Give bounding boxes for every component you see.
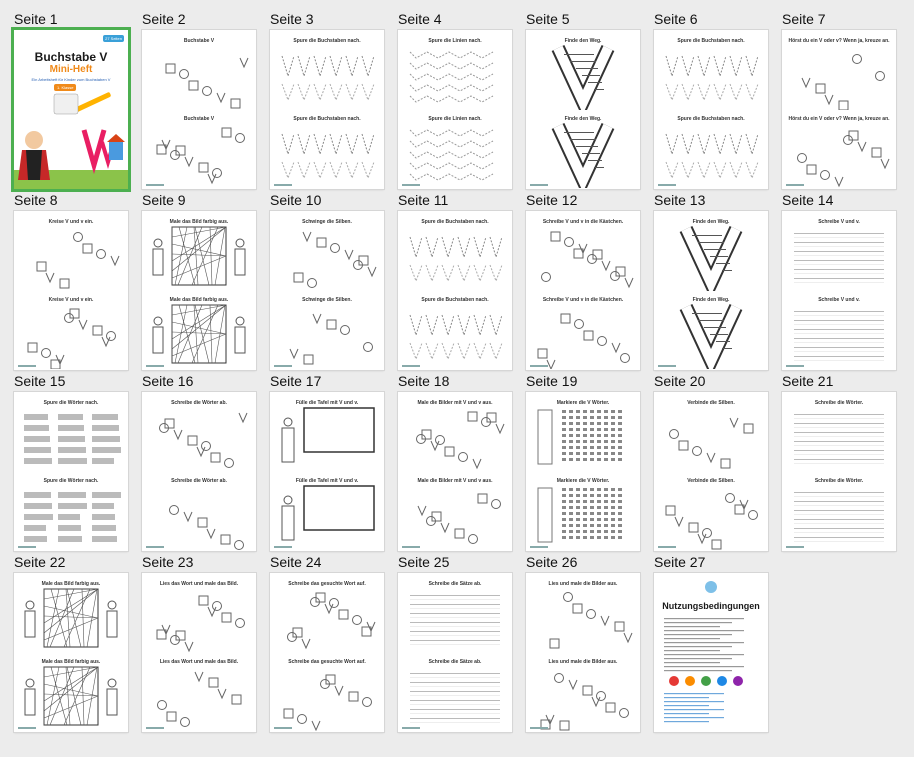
worksheet-half xyxy=(142,472,256,550)
terms-text-preview xyxy=(654,573,768,732)
worksheet-title: Markiere die V Wörter. xyxy=(556,400,610,406)
page-preview[interactable] xyxy=(654,392,768,551)
footer-logo xyxy=(786,365,804,367)
worksheet-title: Spure die Linien nach. xyxy=(428,38,482,44)
worksheet-title: Lies und male die Bilder aus. xyxy=(548,581,618,587)
footer-logo xyxy=(658,546,676,548)
worksheet-preview xyxy=(14,291,128,369)
page-thumbnail[interactable] xyxy=(142,10,256,189)
footer-logo xyxy=(146,184,164,186)
worksheet-preview xyxy=(526,653,640,731)
worksheet-preview xyxy=(398,653,512,731)
worksheet-title: Schwinge die Silben. xyxy=(302,297,352,303)
worksheet-half xyxy=(398,575,512,653)
worksheet-half xyxy=(782,472,896,550)
footer-logo xyxy=(274,546,292,548)
worksheet-title: Spure die Buchstaben nach. xyxy=(293,38,361,44)
page-label: Seite 1 xyxy=(14,11,58,27)
worksheet-preview xyxy=(14,394,128,472)
worksheet-title: Finde den Weg. xyxy=(692,297,730,303)
worksheet-preview xyxy=(654,394,768,472)
page-preview[interactable] xyxy=(270,211,384,370)
worksheet-title: Finde den Weg. xyxy=(564,116,602,122)
footer-logo xyxy=(18,546,36,548)
worksheet-half xyxy=(398,394,512,472)
worksheet-half xyxy=(526,32,640,110)
worksheet-half xyxy=(526,472,640,550)
footer-logo xyxy=(402,184,420,186)
page-preview[interactable] xyxy=(398,30,512,189)
footer-logo xyxy=(530,365,548,367)
worksheet-half xyxy=(398,291,512,369)
footer-logo xyxy=(18,727,36,729)
page-label: Seite 22 xyxy=(14,554,66,570)
footer-logo xyxy=(146,727,164,729)
worksheet-preview xyxy=(14,472,128,550)
worksheet-preview xyxy=(142,394,256,472)
worksheet-title: Schreibe das gesuchte Wort auf. xyxy=(288,659,366,665)
page-thumbnail[interactable] xyxy=(654,553,768,732)
worksheet-half xyxy=(270,575,384,653)
page-label: Seite 21 xyxy=(782,373,834,389)
footer-logo xyxy=(146,546,164,548)
worksheet-preview xyxy=(398,575,512,653)
worksheet-preview xyxy=(782,291,896,369)
worksheet-preview xyxy=(270,472,384,550)
page-thumbnail[interactable] xyxy=(14,372,128,551)
worksheet-half xyxy=(270,394,384,472)
worksheet-half xyxy=(398,213,512,291)
page-thumbnail[interactable] xyxy=(142,191,256,370)
page-preview[interactable] xyxy=(398,573,512,732)
page-label: Seite 14 xyxy=(782,192,834,208)
worksheet-half xyxy=(270,653,384,731)
worksheet-preview xyxy=(526,213,640,291)
worksheet-preview xyxy=(142,32,256,110)
worksheet-preview xyxy=(142,472,256,550)
worksheet-half xyxy=(14,291,128,369)
worksheet-preview xyxy=(142,575,256,653)
page-label: Seite 16 xyxy=(142,373,194,389)
page-preview[interactable] xyxy=(142,30,256,189)
page-label: Seite 17 xyxy=(270,373,322,389)
worksheet-half xyxy=(270,472,384,550)
footer-logo xyxy=(274,727,292,729)
page-thumbnail[interactable] xyxy=(526,553,640,732)
worksheet-preview xyxy=(142,291,256,369)
worksheet-preview xyxy=(782,472,896,550)
worksheet-preview xyxy=(142,110,256,188)
worksheet-half xyxy=(526,213,640,291)
page-thumbnail[interactable] xyxy=(654,372,768,551)
page-preview[interactable] xyxy=(654,211,768,370)
worksheet-title: Schreibe die Wörter ab. xyxy=(171,400,227,406)
page-preview[interactable] xyxy=(782,211,896,370)
page-preview[interactable] xyxy=(142,573,256,732)
page-preview[interactable] xyxy=(398,211,512,370)
page-preview[interactable] xyxy=(526,30,640,189)
worksheet-half xyxy=(270,213,384,291)
page-label: Seite 13 xyxy=(654,192,706,208)
worksheet-title: Spure die Wörter nach. xyxy=(43,478,99,484)
worksheet-title: Male die Bilder mit V und v aus. xyxy=(417,400,493,406)
worksheet-half xyxy=(526,653,640,731)
page-preview[interactable] xyxy=(398,392,512,551)
page-label: Seite 25 xyxy=(398,554,450,570)
cover-title: Buchstabe V xyxy=(34,50,108,64)
worksheet-preview xyxy=(398,110,512,188)
cover-illustration xyxy=(14,30,128,189)
worksheet-preview xyxy=(14,575,128,653)
worksheet-title: Verbinde die Silben. xyxy=(687,478,735,484)
page-label: Seite 26 xyxy=(526,554,578,570)
page-label: Seite 23 xyxy=(142,554,194,570)
page-thumbnail[interactable] xyxy=(654,10,768,189)
worksheet-preview xyxy=(526,575,640,653)
worksheet-title: Schreibe V und v. xyxy=(818,297,860,303)
worksheet-half xyxy=(654,472,768,550)
worksheet-preview xyxy=(270,575,384,653)
worksheet-title: Finde den Weg. xyxy=(564,38,602,44)
page-thumbnail[interactable] xyxy=(526,372,640,551)
page-thumbnail[interactable] xyxy=(14,553,128,732)
worksheet-half xyxy=(14,394,128,472)
worksheet-preview xyxy=(270,291,384,369)
page-preview[interactable] xyxy=(14,573,128,732)
worksheet-half xyxy=(526,575,640,653)
worksheet-half xyxy=(526,291,640,369)
worksheet-title: Male das Bild farbig aus. xyxy=(169,297,229,303)
worksheet-preview xyxy=(398,213,512,291)
worksheet-title: Verbinde die Silben. xyxy=(687,400,735,406)
worksheet-half xyxy=(654,110,768,188)
worksheet-preview xyxy=(270,394,384,472)
page-label: Seite 5 xyxy=(526,11,570,27)
worksheet-preview xyxy=(398,394,512,472)
worksheet-half xyxy=(142,110,256,188)
worksheet-preview xyxy=(526,110,640,188)
page-label: Seite 4 xyxy=(398,11,442,27)
worksheet-title: Buchstabe V xyxy=(183,116,215,122)
worksheet-half xyxy=(654,394,768,472)
page-label: Seite 11 xyxy=(398,192,449,208)
worksheet-half xyxy=(526,110,640,188)
page-thumbnail[interactable] xyxy=(782,10,896,189)
page-label: Seite 12 xyxy=(526,192,578,208)
footer-logo xyxy=(786,546,804,548)
worksheet-preview xyxy=(142,213,256,291)
worksheet-half xyxy=(398,472,512,550)
page-thumbnail[interactable] xyxy=(398,10,512,189)
worksheet-half xyxy=(398,32,512,110)
page-thumbnail[interactable] xyxy=(142,372,256,551)
worksheet-title: Schreibe das gesuchte Wort auf. xyxy=(288,581,366,587)
footer-logo xyxy=(530,184,548,186)
page-label: Seite 3 xyxy=(270,11,314,27)
worksheet-half xyxy=(782,394,896,472)
worksheet-title: Spure die Buchstaben nach. xyxy=(677,38,745,44)
page-label: Seite 20 xyxy=(654,373,706,389)
worksheet-half xyxy=(654,32,768,110)
cover-subtitle: Mini-Heft xyxy=(49,64,93,75)
page-preview[interactable] xyxy=(142,211,256,370)
worksheet-preview xyxy=(270,213,384,291)
worksheet-title: Male das Bild farbig aus. xyxy=(169,219,229,225)
worksheet-half xyxy=(270,291,384,369)
page-thumbnail[interactable] xyxy=(398,553,512,732)
worksheet-half xyxy=(782,110,896,188)
worksheet-title: Hörst du ein V oder v? Wenn ja, kreuze an. xyxy=(788,116,890,122)
worksheet-title: Male die Bilder mit V und v aus. xyxy=(417,478,493,484)
worksheet-half xyxy=(142,32,256,110)
worksheet-preview xyxy=(654,110,768,188)
page-thumbnail[interactable] xyxy=(14,191,128,370)
page-label: Seite 9 xyxy=(142,192,186,208)
worksheet-preview xyxy=(782,394,896,472)
worksheet-title: Schreibe die Wörter. xyxy=(814,400,864,406)
page-thumbnail[interactable] xyxy=(14,10,128,189)
worksheet-half xyxy=(654,291,768,369)
page-label: Seite 6 xyxy=(654,11,698,27)
worksheet-half xyxy=(782,213,896,291)
worksheet-preview xyxy=(270,653,384,731)
worksheet-title: Finde den Weg. xyxy=(692,219,730,225)
worksheet-title: Kreise V und v ein. xyxy=(48,219,94,225)
page-preview[interactable] xyxy=(526,392,640,551)
page-preview[interactable] xyxy=(270,392,384,551)
worksheet-preview xyxy=(782,110,896,188)
worksheet-title: Lies das Wort und male das Bild. xyxy=(159,659,239,665)
cover-description: Ein Arbeitsheft für Kinder zum Buchstaben V xyxy=(31,77,111,82)
worksheet-title: Schreibe V und v in die Kästchen. xyxy=(542,219,624,225)
worksheet-title: Lies und male die Bilder aus. xyxy=(548,659,618,665)
footer-logo xyxy=(274,184,292,186)
page-preview[interactable] xyxy=(14,211,128,370)
worksheet-preview xyxy=(654,213,768,291)
page-label: Seite 7 xyxy=(782,11,826,27)
worksheet-preview xyxy=(14,653,128,731)
worksheet-preview xyxy=(398,291,512,369)
worksheet-preview xyxy=(398,472,512,550)
worksheet-title: Schreibe die Wörter ab. xyxy=(171,478,227,484)
page-preview[interactable] xyxy=(654,573,768,732)
worksheet-half xyxy=(398,110,512,188)
grade-tag: 1. Klasse xyxy=(54,84,76,91)
page-preview[interactable] xyxy=(526,573,640,732)
worksheet-preview xyxy=(526,32,640,110)
worksheet-title: Male das Bild farbig aus. xyxy=(41,659,101,665)
footer-logo xyxy=(274,365,292,367)
page-thumbnail[interactable] xyxy=(270,10,384,189)
worksheet-half xyxy=(14,575,128,653)
page-label: Seite 19 xyxy=(526,373,578,389)
worksheet-title: Male das Bild farbig aus. xyxy=(41,581,101,587)
page-thumbnail[interactable] xyxy=(526,10,640,189)
worksheet-preview xyxy=(142,653,256,731)
footer-logo xyxy=(18,365,36,367)
footer-logo xyxy=(530,546,548,548)
page-thumbnail[interactable] xyxy=(782,372,896,551)
footer-logo xyxy=(402,365,420,367)
page-thumbnail[interactable] xyxy=(142,553,256,732)
page-label: Seite 10 xyxy=(270,192,322,208)
worksheet-preview xyxy=(782,32,896,110)
worksheet-preview xyxy=(526,394,640,472)
worksheet-preview xyxy=(526,291,640,369)
page-preview[interactable] xyxy=(654,30,768,189)
worksheet-half xyxy=(142,575,256,653)
footer-logo xyxy=(658,184,676,186)
worksheet-title: Schreibe die Wörter. xyxy=(814,478,864,484)
worksheet-preview xyxy=(14,213,128,291)
worksheet-preview xyxy=(782,213,896,291)
page-preview[interactable] xyxy=(782,30,896,189)
worksheet-title: Schreibe V und v. xyxy=(818,219,860,225)
worksheet-title: Spure die Linien nach. xyxy=(428,116,482,122)
worksheet-half xyxy=(782,32,896,110)
worksheet-half xyxy=(14,653,128,731)
page-thumbnail[interactable] xyxy=(654,191,768,370)
worksheet-title: Schreibe V und v in die Kästchen. xyxy=(542,297,624,303)
worksheet-title: Kreise V und v ein. xyxy=(48,297,94,303)
worksheet-half xyxy=(14,472,128,550)
page-thumbnail[interactable] xyxy=(398,372,512,551)
worksheet-title: Spure die Buchstaben nach. xyxy=(677,116,745,122)
page-thumbnail[interactable] xyxy=(270,191,384,370)
worksheet-half xyxy=(142,653,256,731)
worksheet-half xyxy=(398,653,512,731)
page-thumbnail[interactable] xyxy=(270,372,384,551)
worksheet-title: Lies das Wort und male das Bild. xyxy=(159,581,239,587)
worksheet-half xyxy=(526,394,640,472)
worksheet-title: Spure die Buchstaben nach. xyxy=(421,297,489,303)
worksheet-preview xyxy=(654,472,768,550)
worksheet-preview xyxy=(654,291,768,369)
worksheet-title: Buchstabe V xyxy=(183,38,215,44)
page-preview[interactable] xyxy=(270,30,384,189)
page-label: Seite 24 xyxy=(270,554,322,570)
worksheet-title: Fülle die Tafel mit V und v. xyxy=(295,478,359,484)
page-count-badge: 27 Seiten xyxy=(105,36,122,41)
page-thumbnail[interactable] xyxy=(398,191,512,370)
page-thumbnail[interactable] xyxy=(526,191,640,370)
worksheet-title: Schreibe die Sätze ab. xyxy=(428,581,482,587)
page-label: Seite 15 xyxy=(14,373,66,389)
page-label: Seite 27 xyxy=(654,554,706,570)
footer-logo xyxy=(402,727,420,729)
worksheet-preview xyxy=(526,472,640,550)
worksheet-half xyxy=(654,213,768,291)
worksheet-preview xyxy=(270,32,384,110)
page-preview[interactable] xyxy=(14,392,128,551)
worksheet-half xyxy=(270,110,384,188)
worksheet-half xyxy=(270,32,384,110)
page-thumbnail[interactable] xyxy=(270,553,384,732)
worksheet-title: Schreibe die Sätze ab. xyxy=(428,659,482,665)
worksheet-title: Schwinge die Silben. xyxy=(302,219,352,225)
page-label: Seite 2 xyxy=(142,11,186,27)
page-preview[interactable] xyxy=(14,30,128,189)
page-heading: Nutzungsbedingungen xyxy=(662,601,760,611)
worksheet-title: Fülle die Tafel mit V und v. xyxy=(295,400,359,406)
footer-logo xyxy=(658,365,676,367)
worksheet-title: Spure die Wörter nach. xyxy=(43,400,99,406)
worksheet-preview xyxy=(398,32,512,110)
worksheet-half xyxy=(14,213,128,291)
page-label: Seite 8 xyxy=(14,192,58,208)
worksheet-half xyxy=(782,291,896,369)
page-label: Seite 18 xyxy=(398,373,450,389)
worksheet-half xyxy=(142,394,256,472)
page-thumbnail[interactable] xyxy=(782,191,896,370)
worksheet-preview xyxy=(654,32,768,110)
page-preview[interactable] xyxy=(270,573,384,732)
worksheet-title: Hörst du ein V oder v? Wenn ja, kreuze an. xyxy=(788,38,890,44)
worksheet-preview xyxy=(270,110,384,188)
worksheet-half xyxy=(142,213,256,291)
worksheet-half xyxy=(142,291,256,369)
worksheet-title: Markiere die V Wörter. xyxy=(556,478,610,484)
footer-logo xyxy=(402,546,420,548)
worksheet-title: Spure die Buchstaben nach. xyxy=(421,219,489,225)
footer-logo xyxy=(146,365,164,367)
worksheet-title: Spure die Buchstaben nach. xyxy=(293,116,361,122)
page-preview[interactable] xyxy=(142,392,256,551)
footer-logo xyxy=(530,727,548,729)
footer-logo xyxy=(786,184,804,186)
page-preview[interactable] xyxy=(526,211,640,370)
page-preview[interactable] xyxy=(782,392,896,551)
